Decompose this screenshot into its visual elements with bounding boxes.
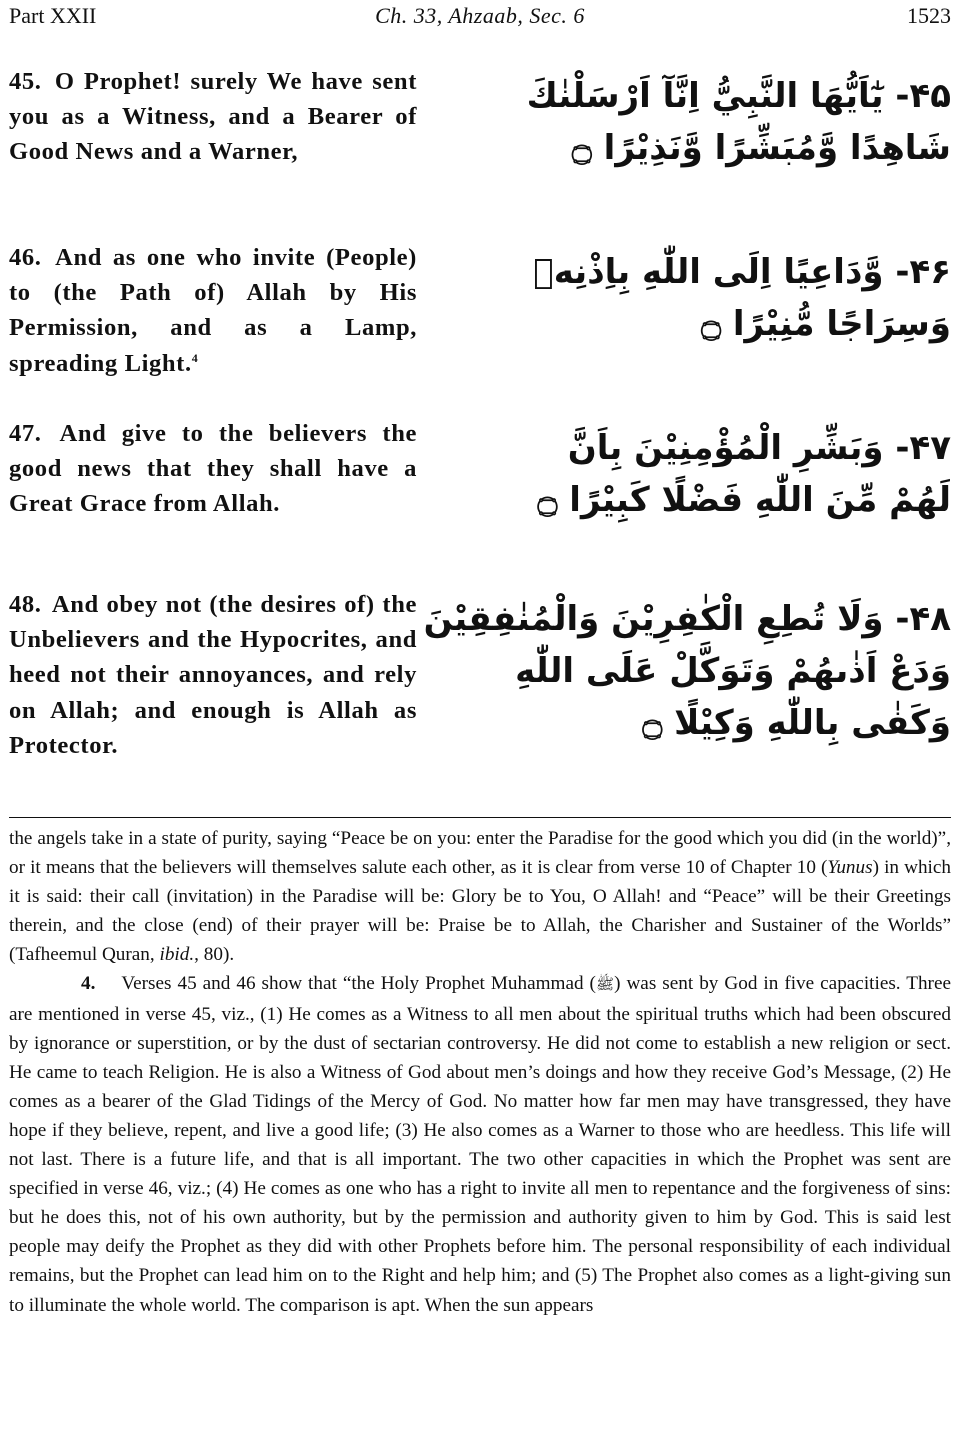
verse-number: 48. [9, 591, 42, 618]
verse-46 [9, 240, 951, 416]
footnote-divider [9, 817, 951, 818]
note-text: the angels take in a state of purity, saying “Peace be on you: enter the Paradise for the good which you did (in the world)”, or it means that the believers will themselves salute each other, as it is clear from verse 10 of Chapter 10 ( [9, 828, 951, 879]
note-italic: ibid. [159, 944, 195, 966]
running-header [9, 0, 951, 36]
verse-number: 46. [9, 244, 42, 271]
page-number: 1523 [907, 3, 951, 28]
verse-45 [9, 64, 951, 240]
honorific-glyph: ﷺ [595, 975, 615, 994]
part-label: Part XXII [9, 3, 97, 28]
footnote-continuation [9, 824, 951, 969]
verse-arabic [423, 587, 951, 811]
footnotes [9, 824, 951, 1320]
arabic-line: ۴۷- وَبَشِّرِ الْمُؤْمِنِيْنَ بِاَنَّ [567, 428, 951, 468]
arabic-line: وَسِرَاجًا مُّنِيْرًا ۝ [701, 304, 951, 344]
note-text: ) in which it is said: their call (invitation) in the Paradise will be: Glory be to You, O Allah! and “Peace” will be their Greetings therein, and the close (end) of their prayer will be: Praise be to Allah, the Charisher and Sustainer of the Worlds” (Tafheemul Quran, [9, 857, 951, 966]
note-text: ) was sent by God in five capacities. Three are mentioned in verse 45, viz., (1) He comes as a Witness to all men about the spiritual truths which had been obscured by ignorance or superstition, or by the dust of sectarian controversy. He did not come to establish a new religion or sect. He came to teach Religion. He is also a Witness of God about men’s doings and how they receive God’s Message, (2) He comes as a bearer of the Glad Tidings of the Mercy of God. No matter how far men may have transgressed, they have hope if they believe, repent, and live a good life; (3) He also comes as a Warner to those who are heedless. This life will not last. There is a future life, and that is all important. The two other capacities in which the Prophet was sent are specified in verse 46, viz.; (4) He comes as one who has a right to invite all men to repentance and the forgiveness of sins: but he does this, not of his own authority, but by the permission and authority given to him by God. This is said lest people may deify the Prophet as they did with other Prophets before him. The personal responsibility of each individual remains, but the Prophet can lead him on to the Right and help him; and (5) The Prophet also comes as a light-giving sun to illuminate the whole world. The comparison is apt. When the sun appears [9, 973, 951, 1316]
verse-48 [9, 587, 951, 811]
note-text: , 80). [194, 944, 235, 966]
verse-text: And obey not (the desires of) the Unbelievers and the Hypocrites, and heed not their annoyances, and rely on Allah; and enough is Allah as Protector. [9, 591, 417, 759]
arabic-line: لَهُمْ مِّنَ اللّٰهِ فَضْلًا كَبِيْرًا ۝ [537, 480, 951, 520]
verse-english [9, 587, 417, 811]
footnote-4 [9, 969, 951, 1319]
verse-english [9, 240, 417, 416]
note-text: Verses 45 and 46 show that “the Holy Prophet Muhammad ( [121, 973, 596, 995]
footnote-number: 4. [81, 973, 96, 995]
arabic-line: ۴۸- وَلَا تُطِعِ الْكٰفِرِيْنَ وَالْمُنٰفِقِيْنَ [423, 599, 951, 639]
arabic-line: وَدَعْ اَذٰىهُمْ وَتَوَكَّلْ عَلَى اللّٰهِ [515, 651, 951, 691]
verse-number: 45. [9, 68, 42, 95]
arabic-line: شَاهِدًا وَّمُبَشِّرًا وَّنَذِيْرًا ۝ [571, 128, 951, 168]
verse-47 [9, 416, 951, 587]
verse-number: 47. [9, 420, 42, 447]
verse-text: And give to the believers the good news that they shall have a Great Grace from Allah. [9, 420, 417, 518]
note-italic: Yunus [827, 857, 873, 879]
verse-english [9, 416, 417, 587]
footnote-reference: 4 [191, 350, 199, 365]
verse-list [9, 64, 951, 811]
arabic-line: ۴۶- وَّدَاعِيًا اِلَى اللّٰهِ بِاِذْنِهٖ [533, 252, 951, 292]
verse-text: And as one who invite (People) to (the Path of) Allah by His Permission, and as a Lamp, spreading Light. [9, 244, 417, 377]
verse-arabic [526, 64, 951, 240]
chapter-label: Ch. 33, Ahzaab, Sec. 6 [375, 3, 585, 28]
verse-text: O Prophet! surely We have sent you as a Witness, and a Bearer of Good News and a Warner, [9, 68, 417, 166]
verse-english [9, 64, 417, 240]
verse-arabic [533, 240, 951, 416]
verse-arabic [537, 416, 951, 587]
arabic-line: ۴۵- يٰٓاَيُّهَا النَّبِيُّ اِنَّآ اَرْسَلْنٰكَ [526, 76, 951, 116]
arabic-line: وَكَفٰى بِاللّٰهِ وَكِيْلًا ۝ [642, 703, 951, 743]
